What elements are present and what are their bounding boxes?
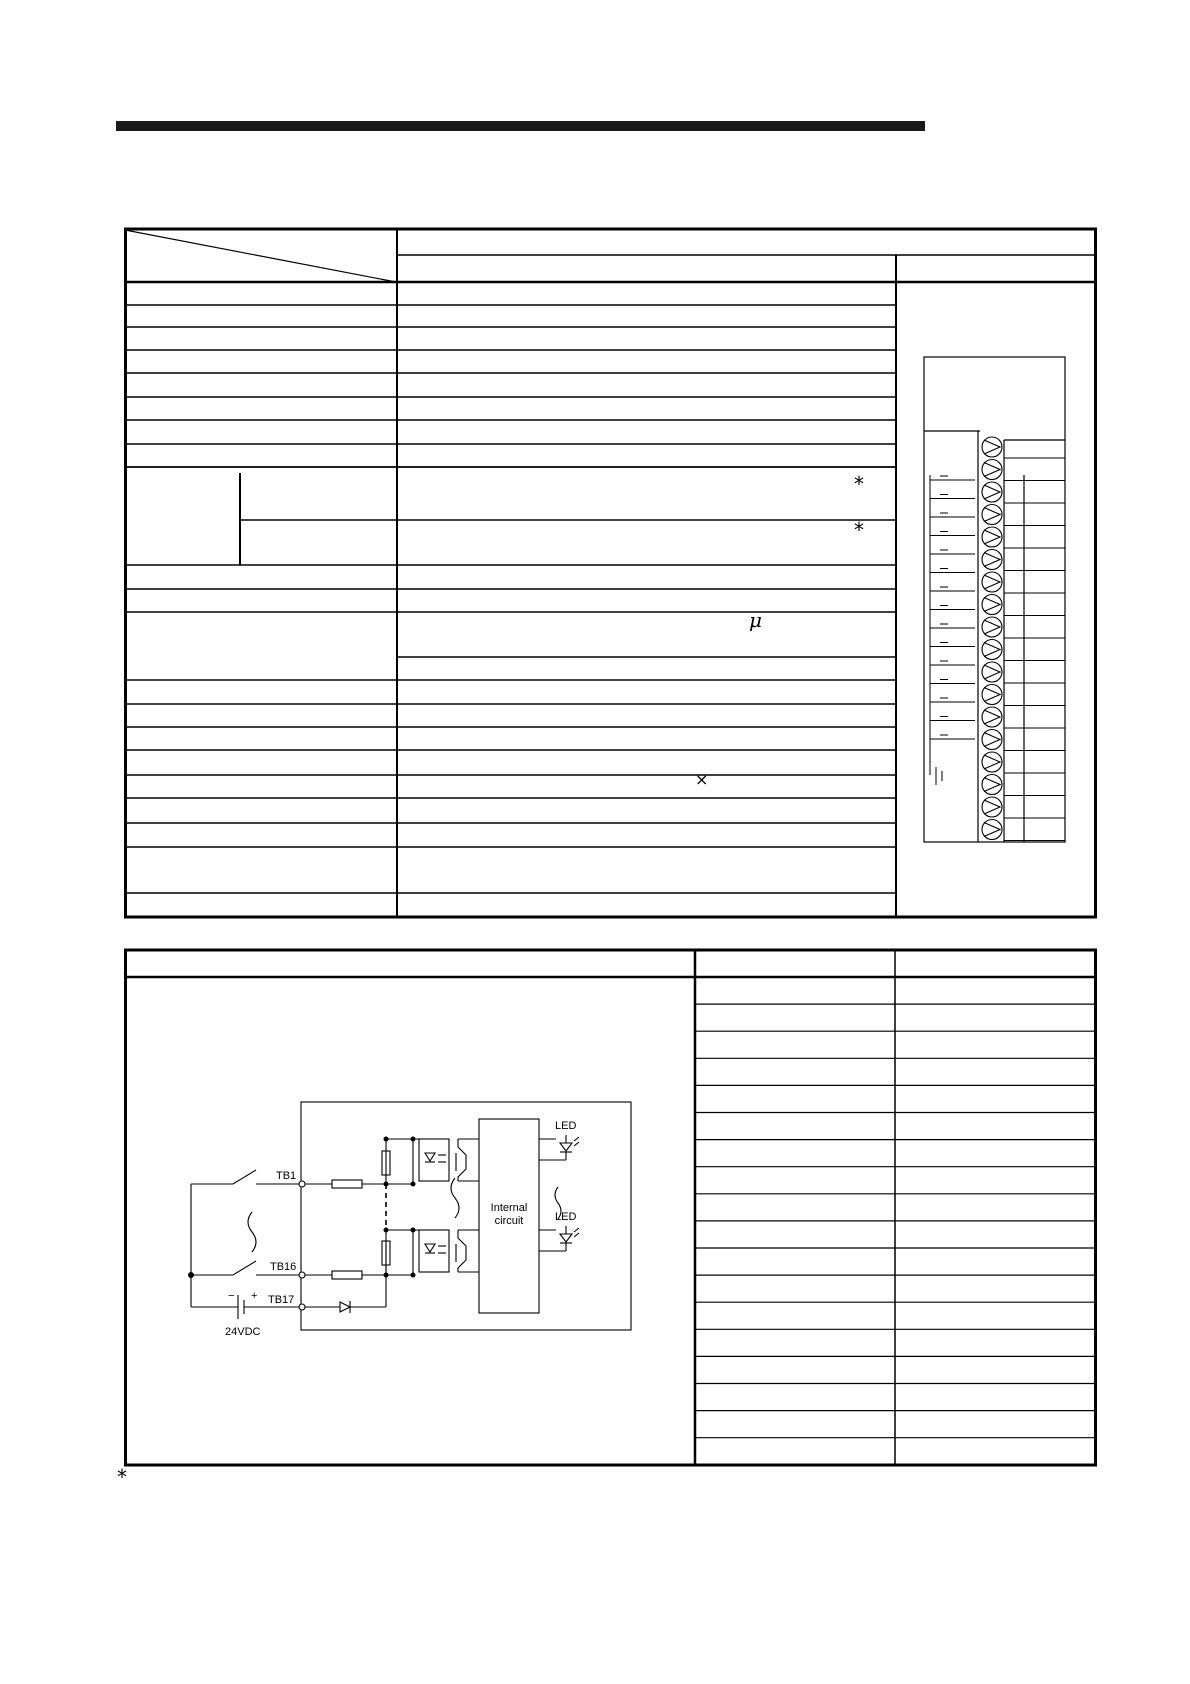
asterisk-note-1: *	[854, 472, 864, 496]
led-top-label: LED	[555, 1120, 577, 1132]
led-bottom-label: LED	[555, 1211, 577, 1223]
asterisk-note-2: *	[854, 518, 864, 542]
connection-diagram	[180, 1095, 640, 1345]
supply-label: 24VDC	[225, 1326, 261, 1338]
internal-label-1: Internal	[490, 1202, 528, 1214]
tilde-ellipsis-left	[248, 1212, 256, 1252]
micro-symbol: μ	[749, 608, 762, 632]
footnote-mark: *	[117, 1465, 127, 1489]
tb16-label: TB16	[270, 1261, 297, 1273]
tb1-label: TB1	[276, 1170, 297, 1182]
minus-label: −	[228, 1290, 235, 1302]
module-outline	[301, 1102, 631, 1330]
plus-label: +	[251, 1290, 258, 1302]
internal-label-2: circuit	[494, 1215, 524, 1227]
multiply-symbol: ×	[695, 770, 709, 789]
tb17-label: TB17	[268, 1294, 295, 1306]
